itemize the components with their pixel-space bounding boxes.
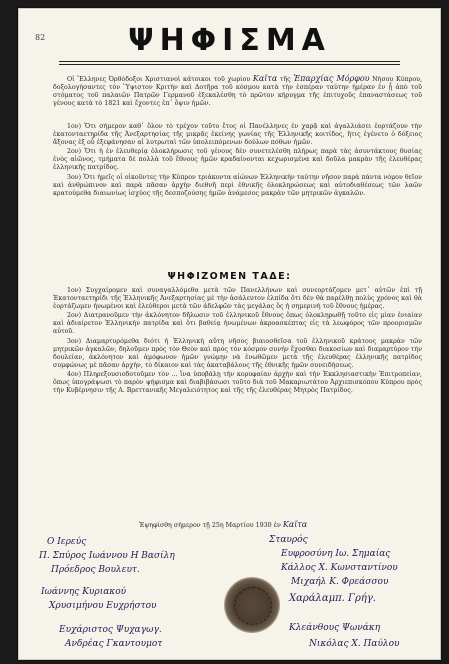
document-page <box>18 8 441 660</box>
signature: Μιχαήλ Κ. Φρεάσσου <box>291 577 389 587</box>
intro-block <box>53 75 422 109</box>
signature: Σταυρός <box>269 535 308 545</box>
page-number: 82 <box>35 33 46 42</box>
signature: Ευφροσύνη Ιω. Σημαίας <box>281 549 391 559</box>
signature: Πρόεδρος Βουλευτ. <box>51 565 140 575</box>
signature: Νικόλας Χ. Παύλου <box>309 639 400 649</box>
signature: Ανδρέας Γκαντουμοτ <box>65 639 163 649</box>
title-rule-thin <box>59 64 400 65</box>
district-name: Ἐπαρχίας Μόρφου <box>293 74 370 83</box>
seal-stamp <box>224 577 280 633</box>
signature: Χαράλαμπ. Γρήγ. <box>289 593 376 604</box>
resolution-item: 2ον) Διατρανοῦμεν τὴν ἀκλόνητον δῆλωσιν τοῦ ἑλληνικοῦ ἔθνους ὅπως ὁλοκληρωθῇ τοῦτο εἰς μίαν ἑνιαίαν καὶ ἀδιαίρετον Ἑλληνικὴν πατρίδα καὶ ὅτι βαθείᾳ ἡνωμένων ἀκροασκέπτας εἰς τὰ λεωφόρος τῶν προορισμῶν αὐτοῦ. <box>53 312 422 336</box>
preamble-item: 1ον) Ὅτι σήμερον καθ᾽ ὅλον τὸ τρέχον τοῦτο ἔτος οἱ Πανέλληνες ἐν χαρᾷ καὶ ἀγαλλιάσει ἑορτάζουν τὴν ἑκατονταετηρίδα τῆς Ἀνεξαρτησίας τῆς μικρᾶς ἐκείνης γωνίας τῆς Ἑλληνικῆς κοιτίδος, ἥτις ἐγένετο ὁ δόξειος ἄξονας ἐξ οὗ ἐξεφάνησαν αἱ λυτρωταὶ τῶν ὑπολειπόμενων δούλων πόθων ἡμῶν. <box>53 123 422 147</box>
village-name: Καῖτα <box>252 74 278 83</box>
closing-line <box>139 521 422 530</box>
resolutions-block <box>53 287 422 396</box>
signature: Ευχάριστος Ψυχαγωγ. <box>59 625 162 635</box>
signature: Ο Ιερεύς <box>47 537 87 547</box>
closing-place: Καῖτα <box>282 520 308 529</box>
resolution-item: 3ον) Διαμαρτυρόμεθα διότι ἡ Ἑλληνικὴ αὕτη νῆσος βιαιοσθεῖσα τοῦ ἑλληνικοῦ κράτους μακρὰν τῶν μητρικῶν ἀγκαλῶν, δηλοῦμεν πρὸς τὸν Θεὸν καὶ πρὸς τὸν κόσμον συνήν ἔχοσθαι διακοσίων καὶ διαμαρτύρον τὴν δουλείαν, ἀκλόνητον καὶ ἀμόφωνον ἡμῶν γνώμην νὰ ἑνωθῶμεν μετὰ τῆς ἐλευθέρας ἑλληνικῆς πατρίδος συμφώνως μὲ πᾶσαν ἀρχήν, τὸ δίκαιον καὶ τὰς ἀκαταβάλους τῆς ἐθνικῆς ἡμῶν συνειδήσεως. <box>53 337 422 369</box>
signature: Π. Σπύρος Ιωάννου Η Βασίλη <box>39 551 175 561</box>
signature: Ιωάννης Κυριακού <box>41 587 127 597</box>
signature: Κάλλος Χ. Κωνσταντίνου <box>281 563 398 573</box>
intro-text-b: τῆς <box>279 76 291 83</box>
resolution-item: 4ον) Πληρεξουσιοδοτοῦμεν τὸν ... ἵνα ὑποβάλῃ τὴν κορυφαίαν ἀρχὴν καὶ τὴν Ἐκκλησιαστικὴν Ἐπιτροπείαν, ὅπως ὑπογράψωσι τὸ παρὸν ψήφισμα καὶ διαβιβάσωσι τοῦτο διὰ τοῦ Μακαριωτάτου Ἀρχιεπισκόπου Κύπρου πρὸς τὴν Κυβέρνησιν τῆς Α. Βρεττανικῆς Μεγαλειότητος καὶ τῆς τῆς ἐλευθέρας Μητρὸς Πατρίδος. <box>53 370 422 395</box>
intro-text-c: Νήσου Κύπρου, δοξολογήσαντες τὸν Ὕψιστον Κριτὴν καὶ Δοτῆρα τοῦ κόσμου κατὰ τὴν ἑσπέραν ταύτην ἡμέραν ἐν ᾗ ἀπὸ τοῦ στόματος τοῦ παλαιῶν Πατρῶν Γερμανοῦ ἐξεκαλέσθη τὸ πρῶτον κήρυγμα τῆς ἐπιτυχοῦς ἐπαναστάσεως τοῦ γένους κατὰ τὸ 1821 καὶ ἔχοντες ἐπ᾽ ὄψιν ἡμῶν. <box>53 76 422 108</box>
intro-text-a: Οἱ Ἕλληνες Ὀρθόδοξοι Χριστιανοὶ κάτοικοι τοῦ χωρίου <box>67 76 251 83</box>
title-rule <box>59 61 400 62</box>
preamble-item: 3ον) Ὅτι ἡμεῖς οἱ οἰκοῦντες τὴν Κύπρον τριάκοντα αἰώνων Ἑλληνικὴν ταύτην νῆσον παρὰ πάντα νόμον θεῖον καὶ ἀνθρώπινον καὶ παρὰ πᾶσαν ἀρχὴν διεθνῆ περὶ ἐθνικῆς ὁλοκληρώσεως καὶ αὐτοδιαθέσεως τῶν λαῶν κρατούμεθα διαιωνίως ἰσχύος τῆς δεσποζούσης ἡμῶν ἀνάμεσος μακρὰν τῶν μητρικῶν ἀγκαλῶν. <box>53 173 422 197</box>
signature: Χρυσιμήνου Ευχρήστου <box>49 601 157 611</box>
signature: Κλεάνθους Ψωνάκη <box>289 623 381 633</box>
intro-paragraph <box>53 75 422 108</box>
preamble-item: 2ον) Ὅτι ἡ ἐν ἐλευθερίᾳ ὁλοκλήρωσις τοῦ γένους δὲν συνετελέσθη πλήρως παρὰ τὰς ἀσυντάκτους θυσίας ἑνὸς αἰῶνος, τμήματα δὲ πολλὰ τοῦ ἔθνους ἡμῶν κραδαίνονται κεχωρισμένα καὶ δοῦλα μακρὰν τῆς ἐλευθέρας ἑλληνικῆς πατρίδος. <box>53 148 422 172</box>
resolution-item: 1ον) Συγχαίρομεν καὶ συναγαλλόμεθα μετὰ τῶν Πανελλήνων καὶ συνεορτάζομεν μετ᾽ αὐτῶν ἐπὶ τῇ Ἑκατονταετηρίδι τῆς Ἑλληνικῆς Ἀνεξαρτησίας μὲ τὴν ἀσάλευτον ἐλπίδα ὅτι δὲν θὰ παρέλθῃ πολὺς χρόνος καὶ θὰ ἑορτάζωμεν ἡνωμένοι καὶ ἐλεύθεροι μετὰ τῶν ἀδελφῶν τὰς μεγάλας ὅς ἡ σημερινὴ τοῦ ἔθνους ἡμέρας. <box>53 287 422 311</box>
document-title: ΨΗΦΙΣΜΑ <box>128 23 331 58</box>
resolves-heading: ΨΗΦΙΖΟΜΕΝ ΤΑΔΕ: <box>167 271 292 282</box>
closing-text: Ἐψηφίσθη σήμερον τῇ 25η Μαρτίου 1930 ἐν <box>139 522 281 529</box>
preamble-block <box>53 123 422 199</box>
